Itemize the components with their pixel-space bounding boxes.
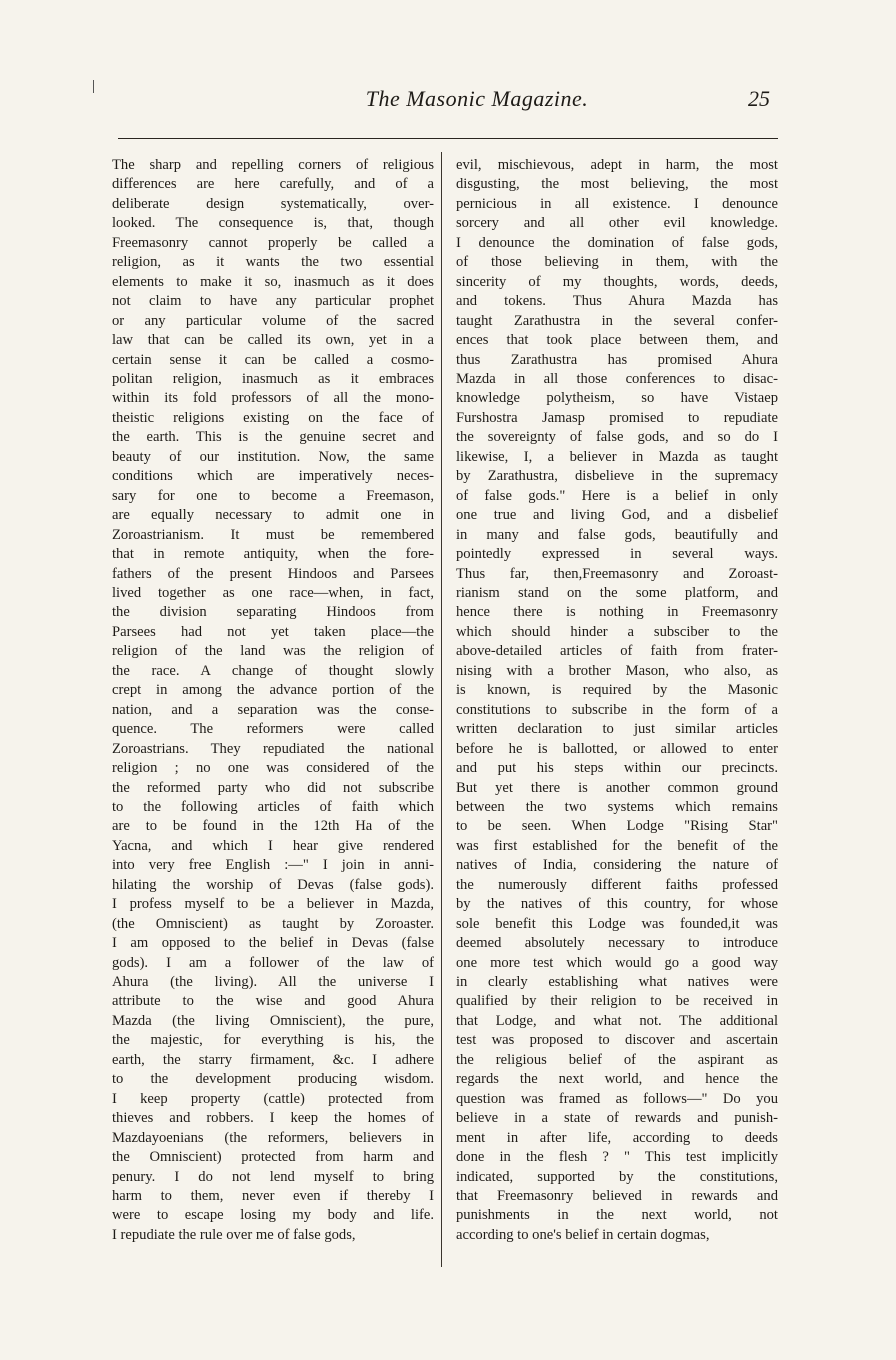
text-line: Yacna, and which I hear give rendered bbox=[112, 837, 434, 854]
text-line: the race. A change of thought slowly bbox=[112, 662, 434, 679]
right-column bbox=[456, 156, 778, 1245]
text-line: taught Zarathustra in the several confer- bbox=[456, 312, 778, 329]
text-line: question was framed as follows—" Do you bbox=[456, 1090, 778, 1107]
text-line: and put his steps within our precincts. bbox=[456, 760, 778, 777]
text-line: elements to make it so, inasmuch as it does bbox=[112, 273, 434, 290]
header-rule bbox=[118, 138, 778, 139]
text-line: that in remote antiquity, when the fore- bbox=[112, 546, 434, 563]
text-line: is known, is required by the Masonic bbox=[456, 682, 778, 699]
text-line: were to escape losing my body and life. bbox=[112, 1207, 434, 1224]
text-line: the sovereignty of false gods, and so do I bbox=[456, 429, 778, 446]
text-line: lived together as one race—when, in fact, bbox=[112, 584, 434, 601]
text-line: sole benefit this Lodge was founded,it was bbox=[456, 915, 778, 932]
text-line: harm to them, never even if thereby I bbox=[112, 1188, 434, 1205]
text-line: the majestic, for everything is his, the bbox=[112, 1032, 434, 1049]
text-line: one true and living God, and a disbelief bbox=[456, 507, 778, 524]
text-line: hilating the worship of Devas (false gods). bbox=[112, 876, 434, 893]
text-line: thus Zarathustra has promised Ahura bbox=[456, 351, 778, 368]
text-line: nising with a brother Mason, who also, as bbox=[456, 662, 778, 679]
text-line: politan religion, inasmuch as it embraces bbox=[112, 370, 434, 387]
text-line: I denounce the domination of false gods, bbox=[456, 234, 778, 251]
text-line: ment in after life, according to deeds bbox=[456, 1129, 778, 1146]
text-line: written declaration to just similar articles bbox=[456, 721, 778, 738]
text-line: I am opposed to the belief in Devas (false bbox=[112, 935, 434, 952]
text-line: which should hinder a subsciber to the bbox=[456, 623, 778, 640]
text-line: Mazda (the living Omniscient), the pure, bbox=[112, 1012, 434, 1029]
text-line: religion ; no one was considered of the bbox=[112, 760, 434, 777]
text-line: that Lodge, and what not. The additional bbox=[456, 1012, 778, 1029]
text-line: Ahura (the living). All the universe I bbox=[112, 974, 434, 991]
text-line: likewise, I, a believer in Mazda as taught bbox=[456, 448, 778, 465]
text-line: before he is ballotted, or allowed to enter bbox=[456, 740, 778, 757]
left-column bbox=[112, 156, 434, 1245]
text-line: Parsees had not yet taken place—the bbox=[112, 623, 434, 640]
text-line: I profess myself to be a believer in Mazda, bbox=[112, 896, 434, 913]
text-line: one more test which would go a good way bbox=[456, 954, 778, 971]
text-line: thieves and robbers. I keep the homes of bbox=[112, 1110, 434, 1127]
text-line: regards the next world, and hence the bbox=[456, 1071, 778, 1088]
text-line: disgusting, the most believing, the most bbox=[456, 176, 778, 193]
text-line: I repudiate the rule over me of false gods, bbox=[112, 1226, 356, 1243]
text-line: of false gods." Here is a belief in only bbox=[456, 487, 778, 504]
text-line: in clearly establishing what natives were bbox=[456, 974, 778, 991]
text-line: beauty of our institution. Now, the same bbox=[112, 448, 434, 465]
text-line: to be seen. When Lodge "Rising Star" bbox=[456, 818, 778, 835]
text-line: the numerously different faiths professed bbox=[456, 876, 778, 893]
text-line: rianism stand on the some platform, and bbox=[456, 584, 778, 601]
page-number: 25 bbox=[748, 86, 770, 111]
text-line: or any particular volume of the sacred bbox=[112, 312, 434, 329]
text-line: constitutions to subscribe in the form of a bbox=[456, 701, 778, 718]
text-line: penury. I do not lend myself to bring bbox=[112, 1168, 434, 1185]
text-line: according to one's belief in certain dogmas, bbox=[456, 1226, 710, 1243]
text-line: Mazda in all those conferences to disac- bbox=[456, 370, 778, 387]
text-line: the reformed party who did not subscribe bbox=[112, 779, 434, 796]
text-line: Thus far, then,Freemasonry and Zoroast- bbox=[456, 565, 778, 582]
text-line: above-detailed articles of faith from frater- bbox=[456, 643, 778, 660]
text-line: the Omniscient) protected from harm and bbox=[112, 1149, 434, 1166]
text-line: was first established for the benefit of the bbox=[456, 837, 778, 854]
text-line: to the following articles of faith which bbox=[112, 798, 434, 815]
text-line: the earth. This is the genuine secret and bbox=[112, 429, 434, 446]
text-line: differences are here carefully, and of a bbox=[112, 176, 434, 193]
text-line: Furshostra Jamasp promised to repudiate bbox=[456, 409, 778, 426]
text-line: Zoroastrians. They repudiated the national bbox=[112, 740, 434, 757]
text-line: the division separating Hindoos from bbox=[112, 604, 434, 621]
text-line: done in the flesh ? " This test implicitly bbox=[456, 1149, 778, 1166]
column-divider bbox=[441, 152, 442, 1267]
text-line: by the natives of this country, for whose bbox=[456, 896, 778, 913]
text-line: I keep property (cattle) protected from bbox=[112, 1090, 434, 1107]
text-line: fathers of the present Hindoos and Parsees bbox=[112, 565, 434, 582]
text-line: crept in among the advance portion of the bbox=[112, 682, 434, 699]
text-line: pernicious in all existence. I denounce bbox=[456, 195, 778, 212]
text-line: sorcery and all other evil knowledge. bbox=[456, 215, 778, 232]
text-line: gods). I am a follower of the law of bbox=[112, 954, 434, 971]
text-line: religion, as it wants the two essential bbox=[112, 254, 434, 271]
text-line: ences that took place between them, and bbox=[456, 332, 778, 349]
text-line: certain sense it can be called a cosmo- bbox=[112, 351, 434, 368]
text-line: sincerity of my thoughts, words, deeds, bbox=[456, 273, 778, 290]
running-header bbox=[112, 86, 782, 120]
text-line: and tokens. Thus Ahura Mazda has bbox=[456, 293, 778, 310]
text-line: religion of the land was the religion of bbox=[112, 643, 434, 660]
text-line: deliberate design systematically, over- bbox=[112, 195, 434, 212]
text-line: that Freemasonry believed in rewards and bbox=[456, 1188, 778, 1205]
text-line: of those believing in them, with the bbox=[456, 254, 778, 271]
text-line: are to be found in the 12th Ha of the bbox=[112, 818, 434, 835]
text-line: evil, mischievous, adept in harm, the most bbox=[456, 157, 778, 173]
text-line: hence there is nothing in Freemasonry bbox=[456, 604, 778, 621]
text-line: to the development producing wisdom. bbox=[112, 1071, 434, 1088]
page-title: The Masonic Magazine. bbox=[365, 86, 589, 111]
text-line: law that can be called its own, yet in a bbox=[112, 332, 434, 349]
text-line: conditions which are imperatively neces- bbox=[112, 468, 434, 485]
text-line: into very free English :—" I join in anni- bbox=[112, 857, 434, 874]
text-line: Zoroastrianism. It must be remembered bbox=[112, 526, 434, 543]
text-line: deemed absolutely necessary to introduce bbox=[456, 935, 778, 952]
text-line: looked. The consequence is, that, though bbox=[112, 215, 434, 232]
text-line: in many and false gods, beautifully and bbox=[456, 526, 778, 543]
text-line: quence. The reformers were called bbox=[112, 721, 434, 738]
text-line: punishments in the next world, not bbox=[456, 1207, 778, 1224]
text-line: within its fold professors of all the mono- bbox=[112, 390, 434, 407]
text-line: But yet there is another common ground bbox=[456, 779, 778, 796]
text-line: earth, the starry firmament, &c. I adhere bbox=[112, 1051, 434, 1068]
text-line: The sharp and repelling corners of religious bbox=[112, 157, 434, 173]
text-line: not claim to have any particular prophet bbox=[112, 293, 434, 310]
text-line: indicated, supported by the constitutions, bbox=[456, 1168, 778, 1185]
text-line: pointedly expressed in several ways. bbox=[456, 546, 778, 563]
text-line: are equally necessary to admit one in bbox=[112, 507, 434, 524]
text-line: qualified by their religion to be received in bbox=[456, 993, 778, 1010]
text-line: knowledge polytheism, so have Vistaep bbox=[456, 390, 778, 407]
text-line: natives of India, considering the nature of bbox=[456, 857, 778, 874]
text-line: believe in a state of rewards and punish- bbox=[456, 1110, 778, 1127]
text-line: nation, and a separation was the conse- bbox=[112, 701, 434, 718]
text-line: between the two systems which remains bbox=[456, 798, 778, 815]
text-line: attribute to the wise and good Ahura bbox=[112, 993, 434, 1010]
text-line: by Zarathustra, disbelieve in the supremacy bbox=[456, 468, 778, 485]
text-line: sary for one to become a Freemason, bbox=[112, 487, 434, 504]
text-line: (the Omniscient) as taught by Zoroaster. bbox=[112, 915, 434, 932]
text-line: the religious belief of the aspirant as bbox=[456, 1051, 778, 1068]
text-line: theistic religions existing on the face of bbox=[112, 409, 434, 426]
text-line: Mazdayoenians (the reformers, believers in bbox=[112, 1129, 434, 1146]
text-line: test was proposed to discover and ascertain bbox=[456, 1032, 778, 1049]
text-line: Freemasonry cannot properly be called a bbox=[112, 234, 434, 251]
margin-mark bbox=[93, 80, 94, 93]
